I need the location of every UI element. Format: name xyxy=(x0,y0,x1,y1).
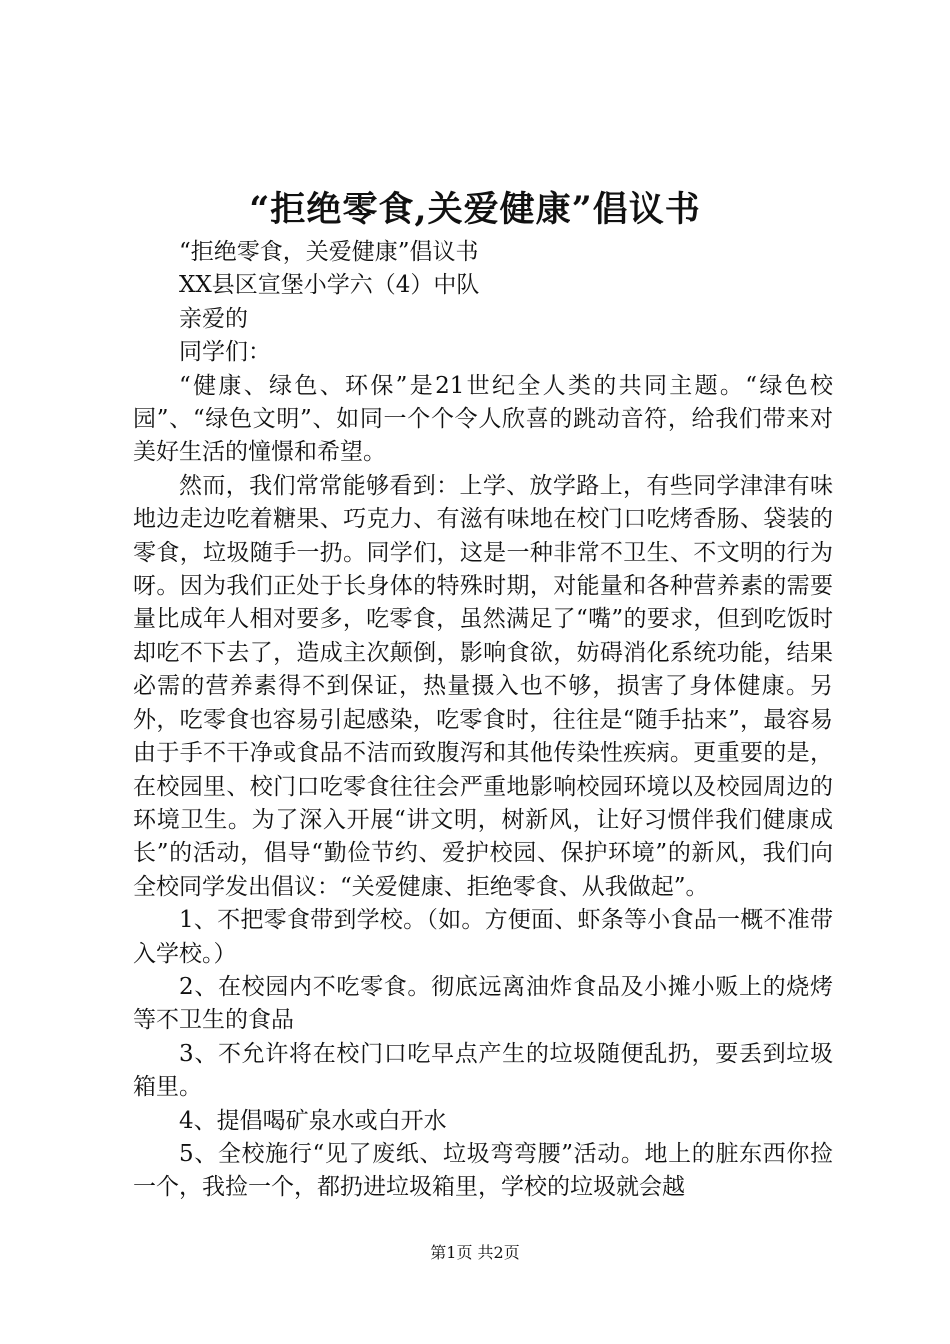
body-paragraph: 5、全校施行“见了废纸、垃圾弯弯腰”活动。地上的脏东西你捡一个，我捡一个，都扔进垃圾箱里，学校的垃圾就会越 xyxy=(133,1140,833,1201)
body-paragraph: XX县区宣堡小学六（4）中队 xyxy=(179,272,480,299)
body-paragraph: 2、在校园内不吃零食。彻底远离油炸食品及小摊小贩上的烧烤等不卫生的食品 xyxy=(133,973,833,1034)
body-paragraph: 亲爱的 xyxy=(179,305,248,332)
body-paragraph: 然而，我们常常能够看到：上学、放学路上，有些同学津津有味地边走边吃着糖果、巧克力、有滋有味地在校门口吃烤香肠、袋装的零食，垃圾随手一扔。同学们，这是一种非常不卫生、不文明的行为呀。因为我们正处于长身体的特殊时期，对能量和各种营养素的需要量比成年人相对要多，吃零食，虽然满足了“嘴”的要求，但到吃饭时却吃不下去了，造成主次颠倒，影响食欲，妨碍消化系统功能，结果必需的营养素得不到保证，热量摄入也不够，损害了身体健康。另外，吃零食也容易引起感染，吃零食时，往往是“随手拈来”，最容易由于手不干净或食品不洁而致腹泻和其他传染性疾病。更重要的是，在校园里、校门口吃零食往往会严重地影响校园环境以及校园周边的环境卫生。为了深入开展“讲文明，树新风，让好习惯伴我们健康成长”的活动，倡导“勤俭节约、爱护校园、保护环境”的新风，我们向全校同学发出倡议：“关爱健康、拒绝零食、从我做起”。 xyxy=(133,472,833,900)
body-paragraph: “拒绝零食，关爱健康”倡议书 xyxy=(179,239,479,265)
document-body xyxy=(133,236,833,1205)
body-paragraph: 4、提倡喝矿泉水或白开水 xyxy=(179,1107,447,1134)
body-paragraph: 3、不允许将在校门口吃早点产生的垃圾随便乱扔，要丢到垃圾箱里。 xyxy=(133,1040,833,1101)
document-title: “拒绝零食,关爱健康”倡议书 xyxy=(249,189,701,230)
page-footer: 第1页 共2页 xyxy=(430,1243,520,1262)
body-paragraph: 同学们： xyxy=(179,339,271,366)
body-paragraph: 1、不把零食带到学校。（如。方便面、虾条等小食品一概不准带入学校。） xyxy=(133,907,833,967)
body-paragraph: “健康、绿色、环保”是21世纪全人类的共同主题。“绿色校园”、“绿色文明”、如同一个个令人欣喜的跳动音符，给我们带来对美好生活的憧憬和希望。 xyxy=(133,372,833,466)
